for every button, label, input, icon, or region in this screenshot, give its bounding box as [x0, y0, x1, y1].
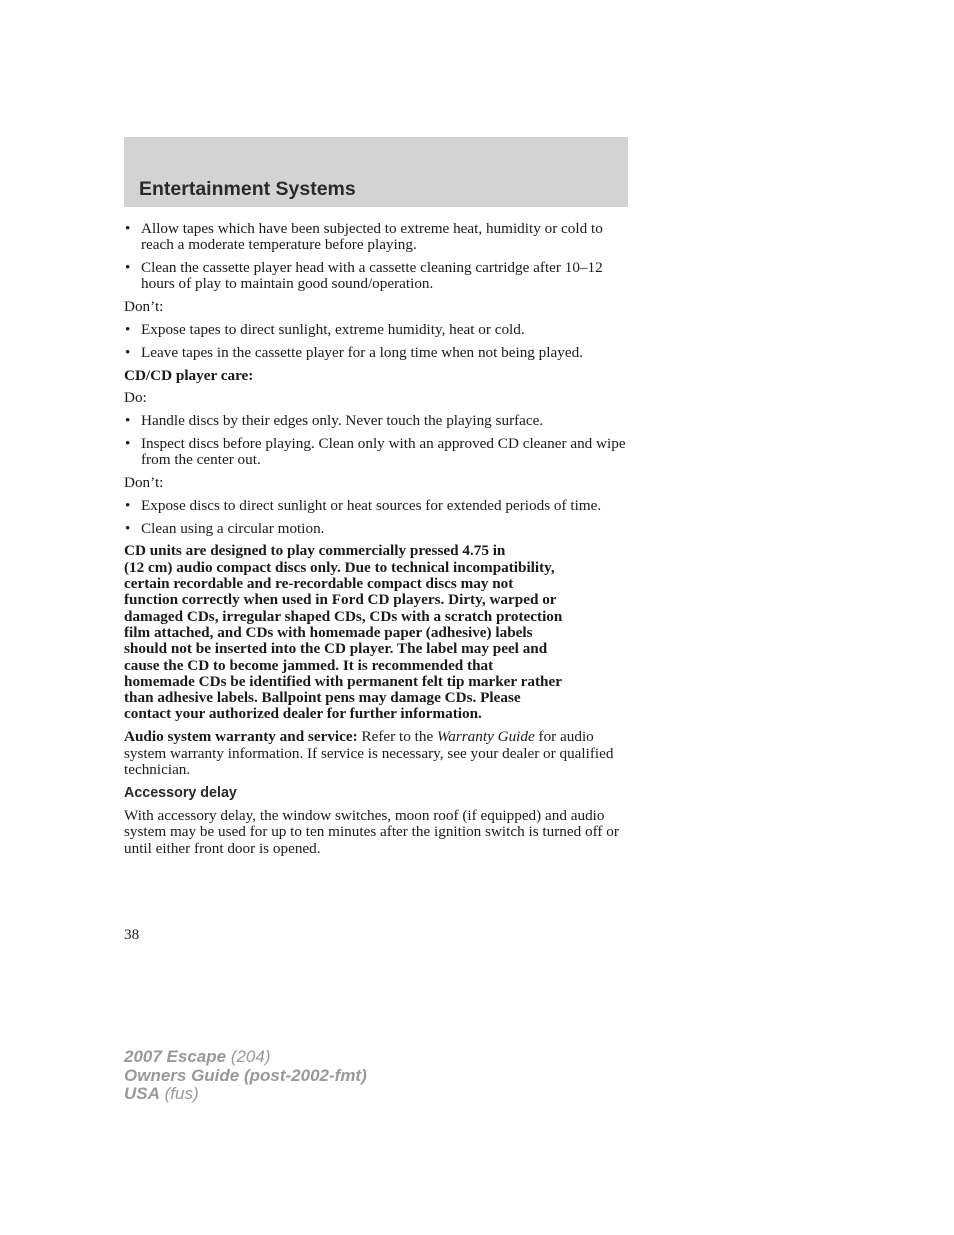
page-number: 38: [124, 926, 140, 943]
bullet-icon: •: [125, 412, 131, 430]
notice-line: cause the CD to become jammed. It is recommended that: [124, 656, 494, 674]
bullet-icon: •: [125, 220, 131, 237]
notice-line: than adhesive labels. Ballpoint pens may damage CDs. Please: [124, 689, 521, 707]
footer-line: 2007 Escape (204): [124, 1047, 271, 1066]
footer-line: Owners Guide (post-2002-fmt): [124, 1065, 367, 1085]
page-content: [124, 221, 628, 863]
dont-label: Don’t:: [124, 298, 164, 316]
notice-line: function correctly when used in Ford CD players. Dirty, warped or: [124, 591, 557, 609]
list-item: • Expose discs to direct sunlight or heat sources for extended periods of time.: [125, 496, 602, 514]
warranty-paragraph: Audio system warranty and service: Refer to the Warranty Guide for audio system warranty information. If service is necessary, see your dealer or qualified technician.: [124, 728, 614, 778]
footer-line: USA (fus): [124, 1084, 199, 1103]
list-item: • Handle discs by their edges only. Never touch the playing surface.: [125, 412, 544, 430]
list-item: • Leave tapes in the cassette player for a long time when not being played.: [125, 343, 583, 361]
cd-care-heading: CD/CD player care:: [124, 366, 254, 384]
accessory-delay-body: With accessory delay, the window switches, moon roof (if equipped) and audio system may be used for up to ten minutes after the ignition switch is turned off or until either front door is opened.: [124, 806, 619, 857]
notice-line: homemade CDs be identified with permanent felt tip marker rather: [124, 672, 562, 690]
bullet-icon: •: [125, 320, 131, 338]
notice-line: contact your authorized dealer for further information.: [124, 705, 482, 723]
bullet-icon: •: [125, 434, 131, 452]
accessory-delay-heading: Accessory delay: [124, 784, 237, 801]
warranty-label: Audio system warranty and service:: [124, 728, 358, 746]
document-footer: [124, 1048, 367, 1104]
notice-line: damaged CDs, irregular shaped CDs, CDs with a scratch protection: [124, 607, 563, 625]
do-label: Do:: [124, 389, 147, 407]
notice-line: certain recordable and re-recordable compact discs may not: [124, 575, 514, 593]
bullet-icon: •: [125, 519, 131, 537]
list-item: • Clean the cassette player head with a cassette cleaning cartridge after 10–12 hours of play to maintain good sound/operation.: [125, 259, 603, 293]
bullet-icon: •: [125, 343, 131, 361]
notice-line: should not be inserted into the CD player. The label may peel and: [124, 640, 548, 658]
dont-label: Don’t:: [124, 474, 164, 492]
notice-line: (12 cm) audio compact discs only. Due to technical incompatibility,: [124, 558, 555, 576]
bullet-icon: •: [125, 259, 131, 277]
notice-line: CD units are designed to play commercially pressed 4.75 in: [124, 542, 506, 560]
list-item: • Expose tapes to direct sunlight, extreme humidity, heat or cold.: [125, 320, 525, 338]
section-title: Entertainment Systems: [139, 178, 356, 200]
section-header-band: [124, 137, 628, 207]
warranty-guide-title: Warranty Guide: [437, 728, 535, 746]
bullet-icon: •: [125, 496, 131, 514]
list-item: • Inspect discs before playing. Clean only with an approved CD cleaner and wipe from the center out.: [125, 434, 626, 469]
list-item: • Clean using a circular motion.: [125, 519, 325, 537]
list-item: • Allow tapes which have been subjected to extreme heat, humidity or cold to reach a moderate temperature before playing.: [125, 220, 603, 254]
notice-line: film attached, and CDs with homemade paper (adhesive) labels: [124, 623, 533, 641]
cd-compatibility-notice: [124, 543, 628, 722]
